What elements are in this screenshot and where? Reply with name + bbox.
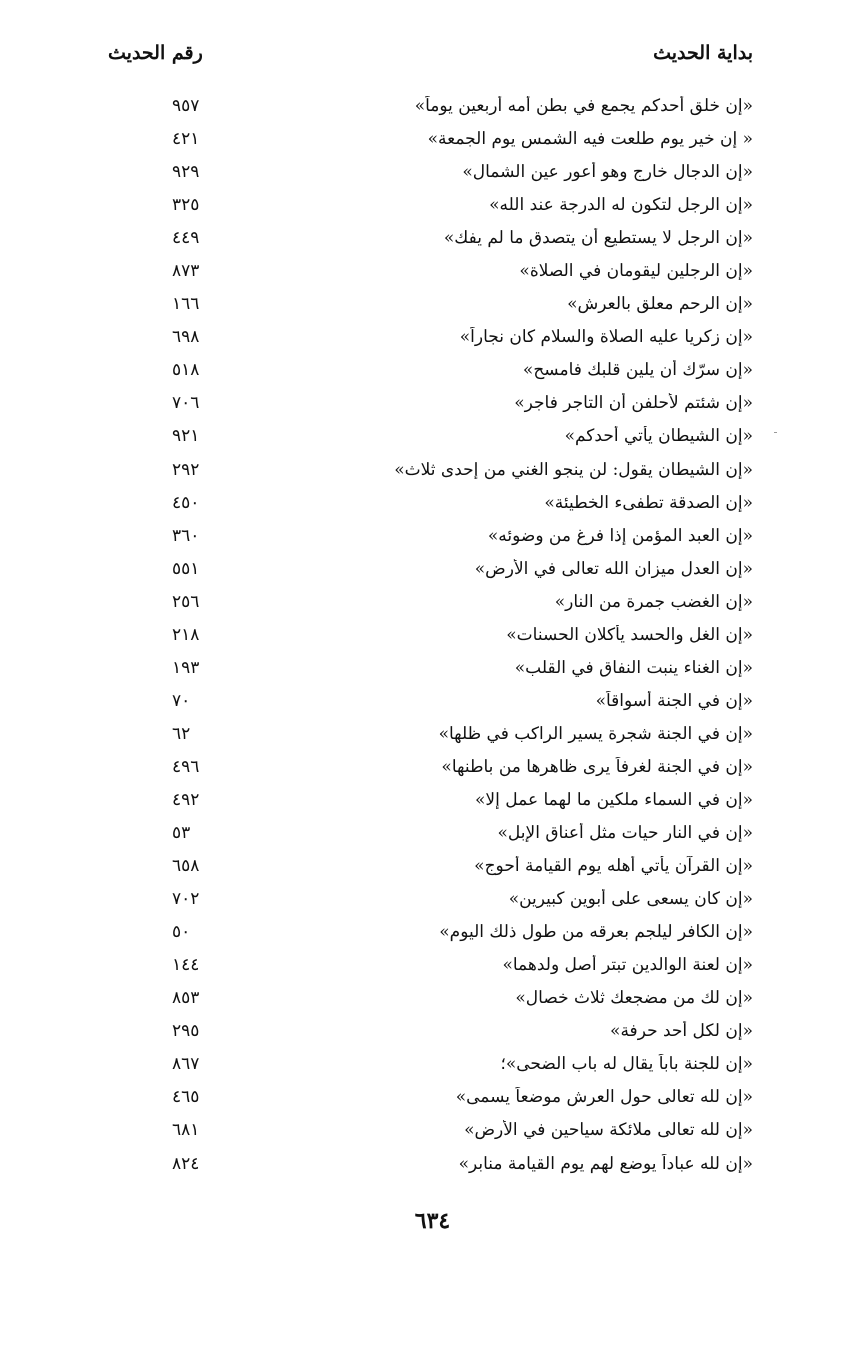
hadith-opening-text: «إن الشيطان يأتي أحدكم»: [564, 426, 753, 447]
page-number: ٦٣٤: [414, 1208, 451, 1234]
hadith-opening-text: «إن في السماء ملكين ما لهما عمل إلا»: [475, 789, 753, 810]
index-header: [108, 42, 753, 76]
hadith-opening-text: «إن في الجنة شجرة يسير الراكب في ظلها»: [438, 723, 753, 744]
index-entry-row: [108, 323, 753, 356]
hadith-number: ٩٢١: [172, 426, 200, 447]
hadith-index-list: [108, 92, 753, 1183]
hadith-opening-text: «إن العدل ميزان الله تعالى في الأرض»: [474, 558, 753, 579]
hadith-number: ٨٧٣: [172, 261, 200, 282]
index-entry-row: [108, 257, 753, 290]
hadith-number: ٣٦٠: [172, 525, 200, 546]
index-entry-row: [108, 1017, 753, 1050]
hadith-opening-text: «إن في الجنة لغرفاً يرى ظاهرها من باطنها»: [441, 756, 753, 777]
hadith-opening-text: «إن الغضب جمرة من النار»: [554, 591, 753, 612]
index-entry-row: [108, 885, 753, 918]
hadith-number: ٢١٨: [172, 624, 200, 645]
hadith-opening-text: «إن لله عباداً يوضع لهم يوم القيامة منابر»: [458, 1153, 753, 1174]
hadith-opening-text: «إن العبد المؤمن إذا فرغ من وضوئه»: [487, 525, 753, 546]
hadith-number: ٩٥٧: [172, 96, 200, 116]
hadith-opening-text: «إن القرآن يأتي أهله يوم القيامة أحوج»: [474, 856, 753, 877]
hadith-opening-text: « إن خير يوم طلعت فيه الشمس يوم الجمعة»: [427, 129, 753, 150]
hadith-number: ٤٩٦: [172, 756, 200, 777]
hadith-number: ٨٢٤: [172, 1153, 200, 1174]
hadith-number: ٩٢٩: [172, 162, 200, 183]
hadith-opening-text: «إن كان يسعى على أبوين كبيرين»: [508, 889, 753, 910]
hadith-opening-text: «إن لعنة الوالدين تبتر أصل ولدهما»: [502, 955, 753, 976]
hadith-number: ٦٨١: [172, 1120, 200, 1141]
index-entry-row: [108, 720, 753, 753]
hadith-number: ١٩٣: [172, 657, 200, 678]
column-heading-hadith-start: بداية الحديث: [653, 42, 753, 64]
index-entry-row: [108, 918, 753, 951]
hadith-number: ٧٠٦: [172, 393, 200, 414]
hadith-opening-text: «إن لك من مضجعك ثلاث خصال»: [515, 988, 753, 1009]
index-entry-row: [108, 489, 753, 522]
index-entry-row: [108, 125, 753, 158]
hadith-opening-text: «إن في الجنة أسواقاً»: [595, 690, 753, 711]
hadith-opening-text: «إن الشيطان يقول: لن ينجو الغني من إحدى ثلاث»: [394, 459, 753, 480]
index-entry-row: [108, 852, 753, 885]
hadith-number: ٢٩٢: [172, 459, 200, 480]
index-entry-row: [108, 422, 753, 455]
hadith-opening-text: «إن الرحم معلق بالعرش»: [567, 294, 753, 315]
index-entry-row: [108, 158, 753, 191]
hadith-number: ٦٥٨: [172, 856, 200, 877]
index-entry-row: [108, 224, 753, 257]
index-entry-row: [108, 290, 753, 323]
hadith-number: ٦٩٨: [172, 327, 200, 348]
hadith-number: ٢٥٦: [172, 591, 200, 612]
hadith-number: ٤٥٠: [172, 492, 200, 513]
index-entry-row: [108, 819, 753, 852]
index-entry-row: [108, 1116, 753, 1149]
hadith-opening-text: «إن الرجلين ليقومان في الصلاة»: [519, 261, 753, 282]
index-entry-row: [108, 1083, 753, 1116]
hadith-number: ٦٢: [172, 723, 191, 744]
index-entry-row: [108, 1150, 753, 1183]
hadith-opening-text: «إن الدجال خارج وهو أعور عين الشمال»: [462, 162, 753, 183]
hadith-number: ٧٠: [172, 690, 191, 711]
hadith-number: ٢٩٥: [172, 1021, 200, 1042]
index-entry-row: [108, 588, 753, 621]
hadith-number: ٥٠: [172, 922, 191, 943]
index-entry-row: [108, 356, 753, 389]
hadith-number: ١٦٦: [172, 294, 200, 315]
index-entry-row: [108, 984, 753, 1017]
hadith-opening-text: «إن لله تعالى حول العرش موضعاً يسمى»: [455, 1087, 753, 1108]
hadith-opening-text: «إن الكافر ليلجم بعرقه من طول ذلك اليوم»: [439, 922, 753, 943]
hadith-number: ١٤٤: [172, 955, 200, 976]
index-entry-row: [108, 92, 753, 125]
hadith-opening-text: «إن الرجل لتكون له الدرجة عند الله»: [489, 195, 753, 216]
index-entry-row: [108, 522, 753, 555]
hadith-opening-text: «إن الغل والحسد يأكلان الحسنات»: [506, 624, 753, 645]
index-entry-row: [108, 687, 753, 720]
hadith-opening-text: «إن في النار حيات مثل أعناق الإبل»: [497, 823, 753, 844]
hadith-number: ٨٥٣: [172, 988, 200, 1009]
hadith-number: ٥١٨: [172, 360, 200, 381]
index-entry-row: [108, 786, 753, 819]
hadith-number: ٤٢١: [172, 129, 200, 150]
hadith-opening-text: «إن لكل أحد حرفة»: [610, 1021, 753, 1042]
hadith-number: ٤٦٥: [172, 1087, 200, 1108]
hadith-number: ٨٦٧: [172, 1054, 200, 1075]
hadith-opening-text: «إن سرّك أن يلين قلبك فامسح»: [522, 360, 753, 381]
hadith-opening-text: «إن الصدقة تطفىء الخطيئة»: [544, 492, 753, 513]
hadith-opening-text: «إن شئتم لأحلفن أن التاجر فاجر»: [514, 393, 753, 414]
hadith-opening-text: «إن خلق أحدكم يجمع في بطن أمه أربعين يوماً»: [414, 96, 753, 116]
index-entry-row: [108, 555, 753, 588]
index-entry-row: [108, 389, 753, 422]
column-heading-hadith-number: رقم الحديث: [108, 42, 203, 64]
index-entry-row: [108, 621, 753, 654]
index-entry-row: [108, 654, 753, 687]
index-entry-row: [108, 191, 753, 224]
index-entry-row: [108, 951, 753, 984]
hadith-number: ٣٢٥: [172, 195, 200, 216]
hadith-number: ٤٩٢: [172, 789, 200, 810]
index-entry-row: [108, 456, 753, 489]
hadith-opening-text: «إن الغناء ينبت النفاق في القلب»: [514, 657, 753, 678]
hadith-number: ٥٣: [172, 823, 191, 844]
index-entry-row: [108, 753, 753, 786]
hadith-opening-text: «إن زكريا عليه الصلاة والسلام كان نجاراً»: [459, 327, 753, 348]
hadith-number: ٧٠٢: [172, 889, 200, 910]
index-entry-row: [108, 1050, 753, 1083]
hadith-opening-text: «إن للجنة باباً يقال له باب الضحى»؛: [500, 1054, 753, 1075]
hadith-opening-text: «إن الرجل لا يستطيع أن يتصدق ما لم يفك»: [443, 228, 753, 249]
hadith-opening-text: «إن لله تعالى ملائكة سياحين في الأرض»: [464, 1120, 753, 1141]
scan-speck: [774, 432, 777, 433]
hadith-number: ٤٤٩: [172, 228, 200, 249]
hadith-number: ٥٥١: [172, 558, 200, 579]
